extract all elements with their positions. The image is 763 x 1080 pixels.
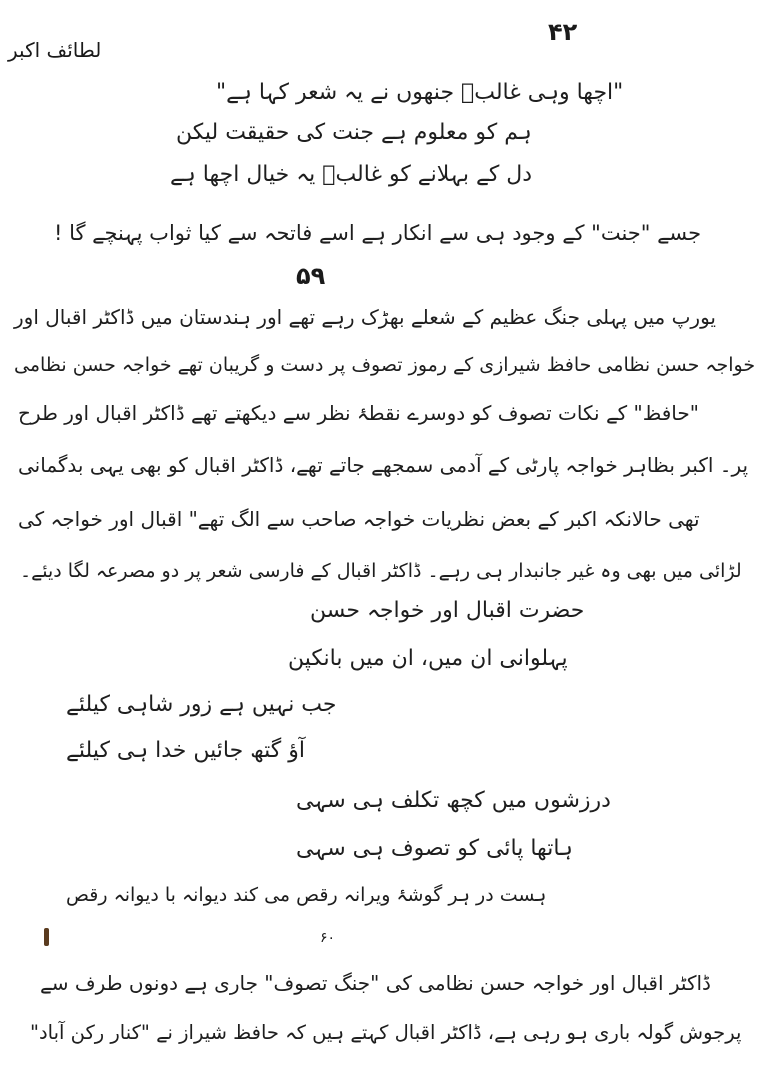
poem-line-5: درزشوں میں کچھ تکلف ہی سہی (296, 788, 611, 813)
footer-line-1: ڈاکٹر اقبال اور خواجہ حسن نظامی کی "جنگ تصوف" جاری ہے دونوں طرف سے (40, 971, 711, 995)
poem-line-7: ہست در ہر گوشۂ ویرانہ رقص می کند دیوانہ با دیوانہ رقص (66, 884, 547, 906)
poem-line-2: پہلوانی ان میں، ان میں بانکپن (288, 646, 568, 671)
page-number: ۴۲ (548, 18, 578, 46)
paragraph-line-4: پر۔ اکبر بظاہر خواجہ پارٹی کے آدمی سمجھے جاتے تھے، ڈاکٹر اقبال کو بھی یہی بدگمانی (18, 453, 749, 477)
section-number: ۵۹ (296, 262, 326, 290)
section-number-2: ۶۰ (320, 930, 336, 946)
paragraph-line-2: خواجہ حسن نظامی حافظ شیرازی کے رموز تصوف پر دست و گریبان تھے خواجہ حسن نظامی (14, 354, 756, 376)
ink-mark (44, 928, 49, 946)
poem-line-4: آؤ گتھ جائیں خدا ہی کیلئے (66, 738, 305, 763)
poem-line-1: حضرت اقبال اور خواجہ حسن (310, 598, 585, 623)
quote-intro: "اچھا وہی غالبؔ جنھوں نے یہ شعر کہا ہے" (216, 80, 624, 105)
after-couplet-line: جسے "جنت" کے وجود ہی سے انکار ہے اسے فاتحہ سے کیا ثواب پہنچے گا ! (54, 221, 702, 245)
running-header: لطائف اکبر (8, 38, 102, 62)
paragraph-line-5: تھی حالانکہ اکبر کے بعض نظریات خواجہ صاحب سے الگ تھے" اقبال اور خواجہ کی (18, 507, 700, 531)
couplet-line-1: ہم کو معلوم ہے جنت کی حقیقت لیکن (176, 120, 532, 145)
paragraph-line-6: لڑائی میں بھی وہ غیر جانبدار ہی رہے۔ ڈاکٹر اقبال کے فارسی شعر پر دو مصرعہ لگا دیئے۔ (20, 560, 742, 582)
poem-line-6: ہاتھا پائی کو تصوف ہی سہی (296, 836, 573, 861)
paragraph-line-3: "حافظ" کے نکات تصوف کو دوسرے نقطۂ نظر سے دیکھتے تھے ڈاکٹر اقبال اور طرح (18, 401, 699, 425)
poem-line-3: جب نہیں ہے زور شاہی کیلئے (66, 692, 337, 717)
paragraph-line-1: یورپ میں پہلی جنگ عظیم کے شعلے بھڑک رہے تھے اور ہندستان میں ڈاکٹر اقبال اور (14, 305, 716, 329)
couplet-line-2: دل کے بہلانے کو غالبؔ یہ خیال اچھا ہے (170, 162, 533, 187)
footer-line-2: پرجوش گولہ باری ہو رہی ہے، ڈاکٹر اقبال کہتے ہیں کہ حافظ شیراز نے "کنار رکن آباد" (30, 1021, 742, 1044)
